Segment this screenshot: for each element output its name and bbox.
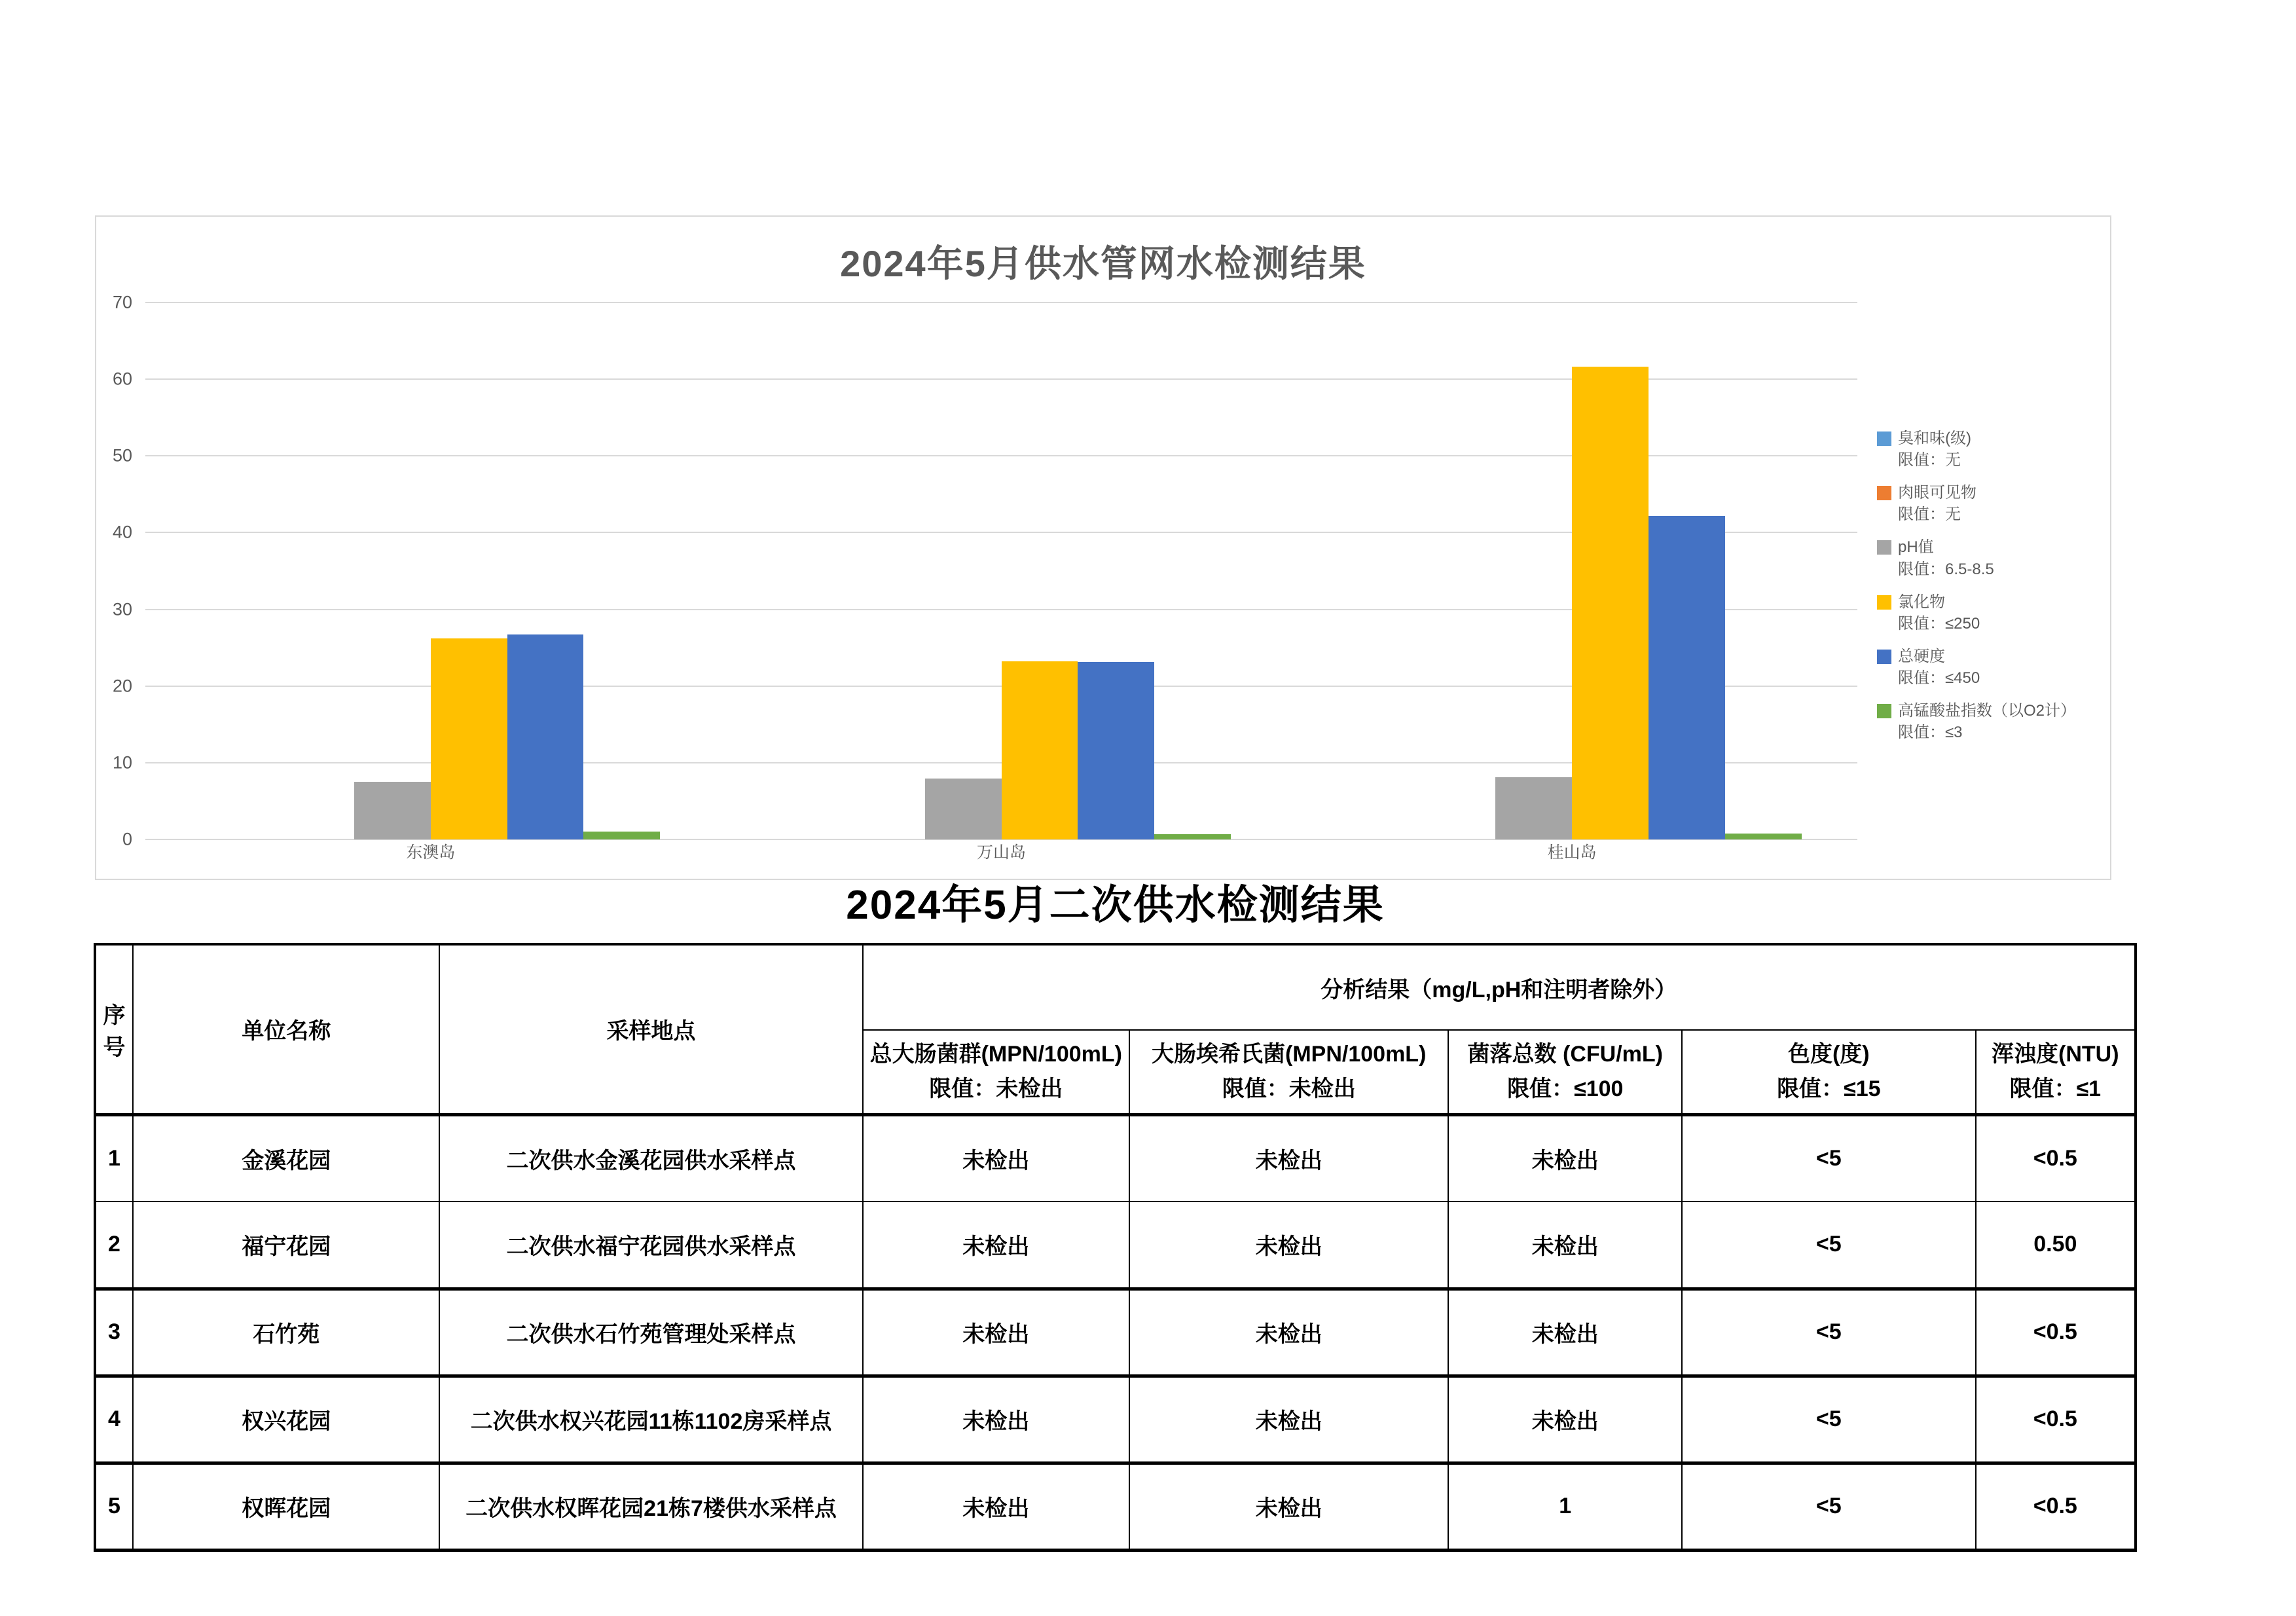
cell-seq: 1 bbox=[95, 1114, 133, 1202]
cell-seq: 4 bbox=[95, 1376, 133, 1463]
sub-header-limit: 限值：未检出 bbox=[1222, 1076, 1356, 1101]
bar-groups bbox=[145, 303, 1857, 839]
bar-group bbox=[716, 303, 1287, 839]
table-cell: 未检出 bbox=[863, 1202, 1129, 1289]
y-tick-label: 60 bbox=[112, 369, 132, 389]
chart-title: 2024年5月供水管网水检测结果 bbox=[840, 243, 1366, 284]
table-cell: <0.5 bbox=[1976, 1114, 2136, 1202]
sub-header-limit: 限值：未检出 bbox=[929, 1076, 1063, 1101]
table-row bbox=[95, 1376, 2136, 1463]
cell-site: 二次供水石竹苑管理处采样点 bbox=[439, 1289, 862, 1376]
sub-header-cell bbox=[1682, 1030, 1976, 1114]
sub-header-limit: 限值：≤15 bbox=[1777, 1076, 1881, 1101]
cell-unit: 石竹苑 bbox=[133, 1289, 439, 1376]
legend-label bbox=[1898, 536, 1994, 579]
sub-header-name: 菌落总数 (CFU/mL) bbox=[1467, 1042, 1663, 1067]
plot-area bbox=[112, 292, 1857, 849]
legend-series-limit: 限值：≤3 bbox=[1898, 724, 1963, 742]
table-cell: <5 bbox=[1682, 1463, 1976, 1550]
y-tick-label: 40 bbox=[112, 522, 132, 542]
legend-series-name: 总硬度 bbox=[1898, 647, 1945, 665]
table-cell: 未检出 bbox=[863, 1114, 1129, 1202]
sub-header-cell bbox=[1976, 1030, 2136, 1114]
table-cell: 未检出 bbox=[1129, 1114, 1448, 1202]
sub-header-name: 总大肠菌群(MPN/100mL) bbox=[869, 1042, 1122, 1067]
table-cell: 未检出 bbox=[1129, 1202, 1448, 1289]
cell-unit: 权晖花园 bbox=[133, 1463, 439, 1550]
header-unit: 单位名称 bbox=[133, 944, 439, 1114]
table-row bbox=[95, 1289, 2136, 1376]
table-cell: 未检出 bbox=[863, 1289, 1129, 1376]
bar-chloride bbox=[1572, 367, 1649, 839]
table-cell: 未检出 bbox=[1448, 1114, 1682, 1202]
bar-group bbox=[145, 303, 716, 839]
chart-legend bbox=[1877, 428, 2105, 754]
results-table bbox=[94, 943, 2137, 1552]
sub-header-cell bbox=[1129, 1030, 1448, 1114]
table-cell: <0.5 bbox=[1976, 1463, 2136, 1550]
table-cell: 未检出 bbox=[1129, 1463, 1448, 1550]
bar-permanganate-index bbox=[1725, 834, 1802, 839]
legend-swatch bbox=[1877, 540, 1891, 555]
cell-unit: 福宁花园 bbox=[133, 1202, 439, 1289]
bar-ph bbox=[354, 782, 431, 839]
legend-item-chloride bbox=[1877, 591, 2105, 634]
header-analysis: 分析结果（mg/L,pH和注明者除外） bbox=[863, 944, 2136, 1030]
bar-ph bbox=[925, 779, 1002, 839]
legend-swatch bbox=[1877, 650, 1891, 664]
cell-unit: 金溪花园 bbox=[133, 1114, 439, 1202]
x-category-label: 东澳岛 bbox=[406, 843, 456, 862]
bar-ph bbox=[1495, 777, 1572, 839]
table-cell: 未检出 bbox=[1448, 1289, 1682, 1376]
sub-header-name: 大肠埃希氏菌(MPN/100mL) bbox=[1152, 1042, 1427, 1067]
legend-series-name: 高锰酸盐指数（以O2计） bbox=[1898, 702, 2077, 720]
legend-label bbox=[1898, 482, 1977, 525]
legend-series-name: 氯化物 bbox=[1898, 593, 1945, 611]
cell-site: 二次供水权兴花园11栋1102房采样点 bbox=[439, 1376, 862, 1463]
legend-item-visible-matter bbox=[1877, 482, 2105, 525]
legend-item-ph bbox=[1877, 536, 2105, 579]
y-tick-label: 50 bbox=[112, 445, 132, 466]
legend-series-limit: 限值：无 bbox=[1898, 505, 1961, 524]
table-row bbox=[95, 1114, 2136, 1202]
sub-header-limit: 限值：≤100 bbox=[1507, 1076, 1624, 1101]
table-row bbox=[95, 1463, 2136, 1550]
cell-site: 二次供水金溪花园供水采样点 bbox=[439, 1114, 862, 1202]
table-row bbox=[95, 1202, 2136, 1289]
legend-series-limit: 限值：≤250 bbox=[1898, 614, 1980, 633]
legend-item-odor bbox=[1877, 428, 2105, 471]
legend-series-name: 肉眼可见物 bbox=[1898, 484, 1977, 502]
legend-series-limit: 限值：≤450 bbox=[1898, 669, 1980, 687]
sub-header-name: 色度(度) bbox=[1787, 1042, 1870, 1067]
table-cell: <0.5 bbox=[1976, 1376, 2136, 1463]
bar-chloride bbox=[431, 638, 507, 839]
table-cell: <5 bbox=[1682, 1202, 1976, 1289]
table-cell: <0.5 bbox=[1976, 1289, 2136, 1376]
cell-unit: 权兴花园 bbox=[133, 1376, 439, 1463]
table-body bbox=[95, 1114, 2136, 1550]
legend-label bbox=[1898, 646, 1980, 689]
legend-series-name: pH值 bbox=[1898, 538, 1934, 557]
x-category-labels bbox=[145, 839, 1857, 863]
legend-swatch bbox=[1877, 704, 1891, 718]
y-tick-label: 70 bbox=[112, 292, 132, 312]
legend-swatch bbox=[1877, 595, 1891, 610]
cell-site: 二次供水权晖花园21栋7楼供水采样点 bbox=[439, 1463, 862, 1550]
bar-chart bbox=[95, 215, 2111, 880]
table-cell: 1 bbox=[1448, 1463, 1682, 1550]
y-tick-label: 20 bbox=[112, 676, 132, 696]
legend-item-total-hardness bbox=[1877, 646, 2105, 689]
y-tick-label: 0 bbox=[122, 829, 132, 849]
bar-permanganate-index bbox=[583, 832, 660, 839]
legend-series-limit: 限值：无 bbox=[1898, 451, 1961, 469]
legend-series-limit: 限值：6.5-8.5 bbox=[1898, 560, 1994, 578]
table-cell: <5 bbox=[1682, 1376, 1976, 1463]
bar-total-hardness bbox=[1078, 662, 1154, 839]
cell-seq: 2 bbox=[95, 1202, 133, 1289]
bar-permanganate-index bbox=[1154, 834, 1231, 839]
bar-chloride bbox=[1002, 661, 1078, 839]
bar-group bbox=[1286, 303, 1857, 839]
table-cell: 0.50 bbox=[1976, 1202, 2136, 1289]
sub-header-limit: 限值：≤1 bbox=[2009, 1076, 2102, 1101]
table-cell: 未检出 bbox=[1448, 1202, 1682, 1289]
bar-total-hardness bbox=[507, 634, 584, 839]
legend-label bbox=[1898, 700, 2076, 743]
table-cell: 未检出 bbox=[863, 1376, 1129, 1463]
legend-series-name: 臭和味(级) bbox=[1898, 430, 1971, 447]
table-cell: 未检出 bbox=[1129, 1376, 1448, 1463]
table-title: 2024年5月二次供水检测结果 bbox=[846, 883, 1385, 928]
table-cell: <5 bbox=[1682, 1114, 1976, 1202]
cell-seq: 3 bbox=[95, 1289, 133, 1376]
table-cell: 未检出 bbox=[1129, 1289, 1448, 1376]
x-category-label: 桂山岛 bbox=[1547, 843, 1597, 862]
cell-site: 二次供水福宁花园供水采样点 bbox=[439, 1202, 862, 1289]
legend-item-permanganate-index bbox=[1877, 700, 2105, 743]
sub-header-name: 浑浊度(NTU) bbox=[1992, 1042, 2119, 1067]
legend-label bbox=[1898, 428, 1971, 471]
bar-total-hardness bbox=[1649, 516, 1725, 839]
header-seq: 序号 bbox=[95, 944, 133, 1114]
legend-swatch bbox=[1877, 432, 1891, 446]
x-category-label: 万山岛 bbox=[977, 843, 1027, 862]
header-site: 采样地点 bbox=[439, 944, 862, 1114]
table-cell: 未检出 bbox=[863, 1463, 1129, 1550]
y-tick-label: 10 bbox=[112, 752, 132, 773]
cell-seq: 5 bbox=[95, 1463, 133, 1550]
sub-header-cell bbox=[863, 1030, 1129, 1114]
legend-swatch bbox=[1877, 486, 1891, 500]
y-tick-label: 30 bbox=[112, 599, 132, 619]
legend-label bbox=[1898, 591, 1980, 634]
table-cell: <5 bbox=[1682, 1289, 1976, 1376]
sub-header-cell bbox=[1448, 1030, 1682, 1114]
table-cell: 未检出 bbox=[1448, 1376, 1682, 1463]
